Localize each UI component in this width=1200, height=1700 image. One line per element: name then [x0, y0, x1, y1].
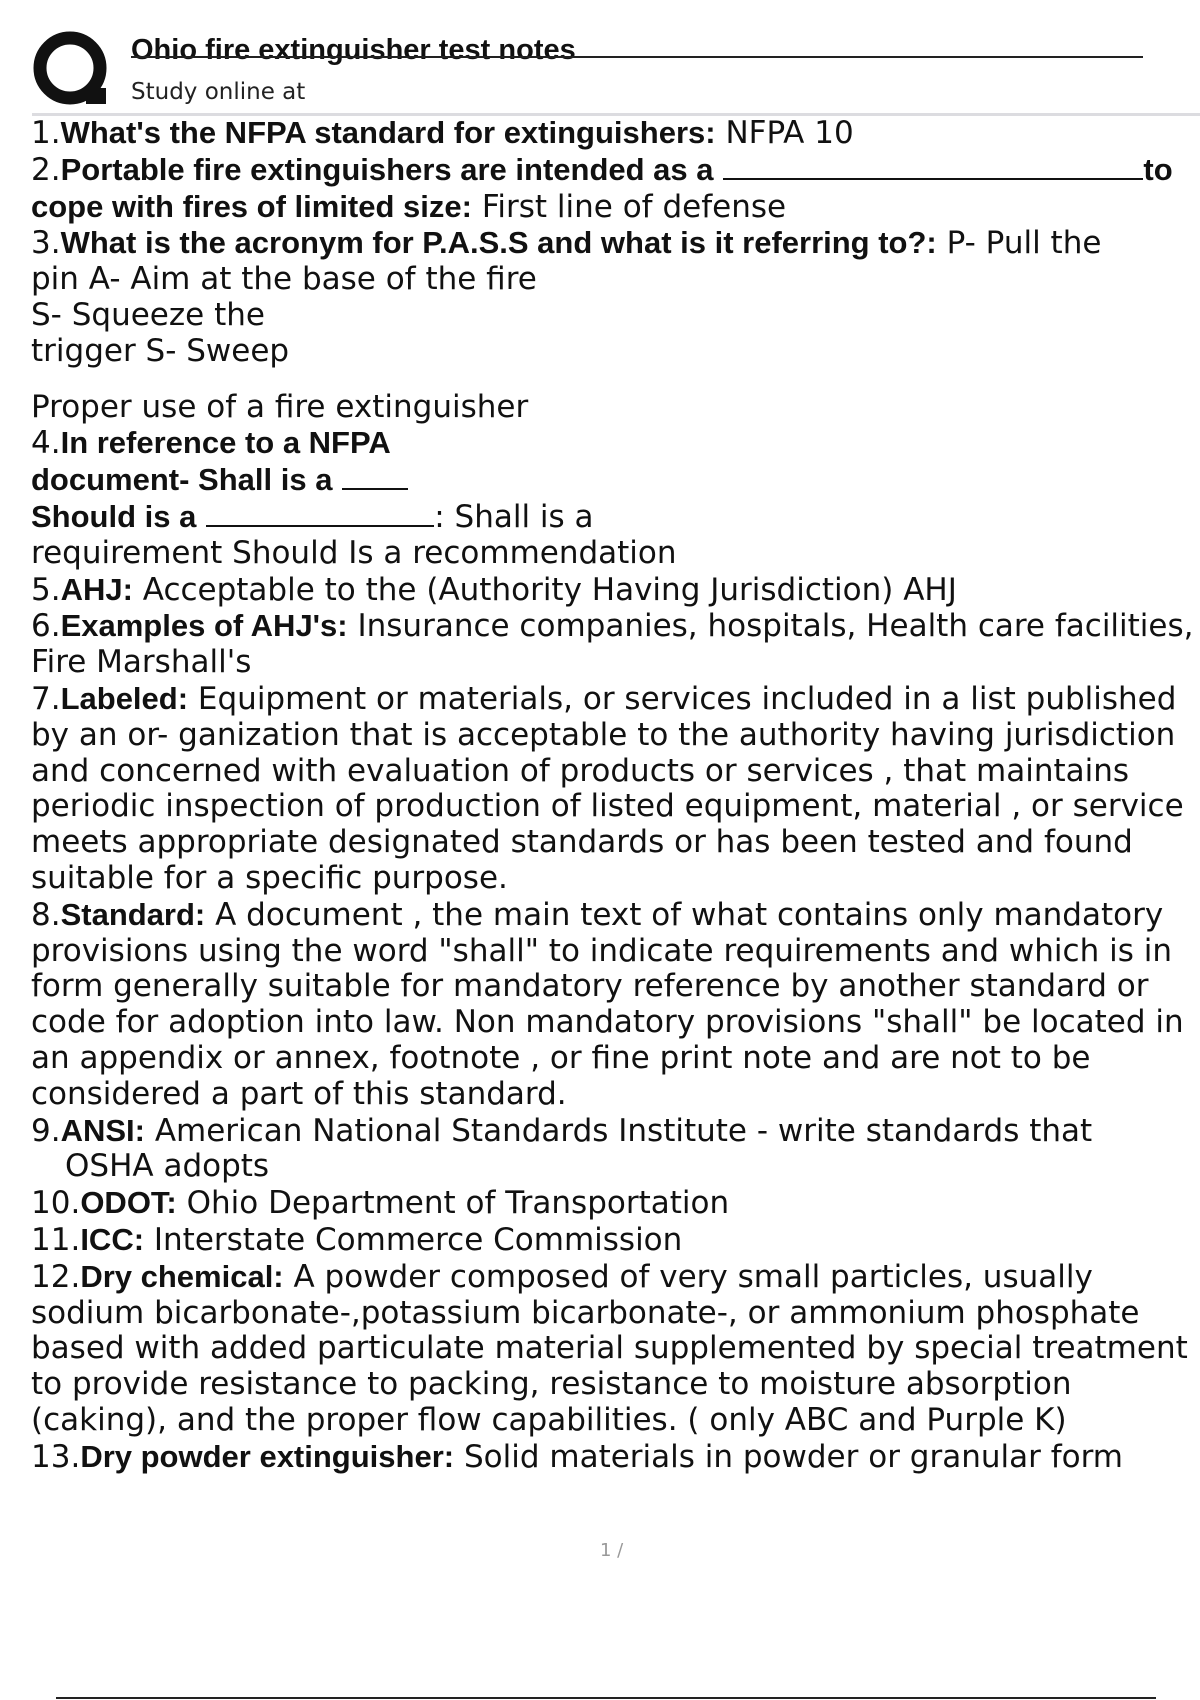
notes-list: [31, 115, 1199, 1475]
list-item: 7.Labeled: Equipment or materials, or services included in a list published by an or- ganization that is acceptable to the authority having jurisdiction and concerned with evaluation of products or services , that maintains periodic inspection of production of listed equipment, material , or service meets appropriate designated standards or has been tested and found suitable for a specific purpose.: [31, 680, 1184, 896]
list-item: 12.Dry chemical: A powder composed of very small particles, usually sodium bicarbonate-,potassium bicarbonate-, or ammonium phosphate based with added particulate material supplemented by special treatment to provide resistance to packing, resistance to moisture absorption (caking), and the proper flow capabilities. ( only ABC and Purple K): [31, 1258, 1188, 1438]
fill-blank: [342, 464, 408, 490]
list-item: 6.Examples of AHJ's: Insurance companies, hospitals, Health care facilities, Fire Marshall's: [31, 608, 1194, 681]
list-item: 5.AHJ: Acceptable to the (Authority Having Jurisdiction) AHJ: [31, 571, 957, 608]
answer-line: Proper use of a fire extinguisher: [31, 388, 529, 425]
answer-line: pin A- Aim at the base of the fire: [31, 261, 537, 298]
list-item-continuation: cope with fires of limited size: First line of defense: [31, 188, 787, 225]
answer-line: OSHA adopts: [65, 1148, 270, 1185]
title-rule: [131, 56, 1143, 58]
answer-line: requirement Should Is a recommendation: [31, 534, 677, 571]
logo-icon: [32, 30, 110, 108]
list-item: 1.What's the NFPA standard for extinguishers: NFPA 10: [31, 115, 854, 151]
list-item: 4.In reference to a NFPA: [31, 425, 391, 462]
fill-blank: [206, 501, 434, 527]
list-item: 8.Standard: A document , the main text of what contains only mandatory provisions using the word "shall" to indicate requirements and which is in form generally suitable for mandatory reference by another standard or code for adoption into law. Non mandatory provisions "shall" be located in an appendix or annex, footnote , or fine print note and are not to be considered a part of this standard.: [31, 896, 1184, 1112]
list-item: 10.ODOT: Ohio Department of Transportation: [31, 1185, 730, 1222]
list-item-continuation: document- Shall is a: [31, 462, 1199, 499]
list-item: 11.ICC: Interstate Commerce Commission: [31, 1221, 683, 1258]
footer-rule: [56, 1697, 1156, 1699]
answer-line: S- Squeeze the: [31, 296, 265, 333]
list-item: 9.ANSI: American National Standards Institute - write standards that: [31, 1112, 1093, 1149]
answer-line: trigger S- Sweep: [31, 332, 290, 369]
page-title: Ohio fire extinguisher test notes: [131, 34, 576, 66]
list-item: 3.What is the acronym for P.A.S.S and what is it referring to?: P- Pull the: [31, 225, 1102, 262]
page-number: 1 /: [600, 1540, 624, 1561]
list-item-continuation: Should is a : Shall is a: [31, 498, 594, 535]
page-subtitle: Study online at: [131, 79, 306, 105]
fill-blank: [723, 154, 1143, 180]
list-item: 2.Portable fire extinguishers are intended as a to: [31, 151, 1173, 188]
list-item: 13.Dry powder extinguisher: Solid materials in powder or granular form: [31, 1438, 1123, 1475]
